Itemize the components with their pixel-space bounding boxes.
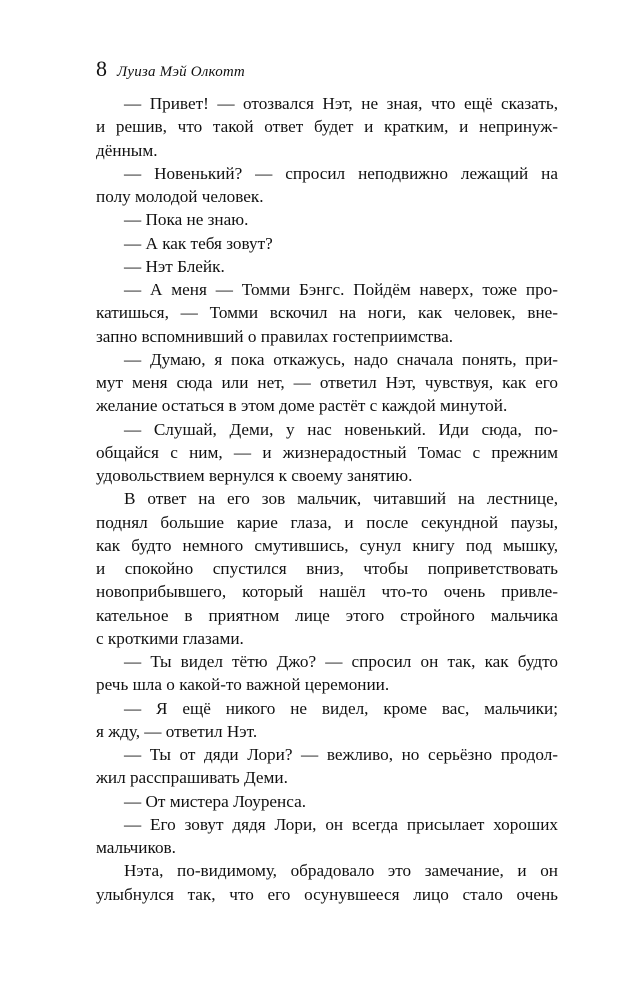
- text-line: В ответ на его зов мальчик, читавший на лестнице,: [124, 489, 558, 509]
- paragraph: [96, 697, 558, 744]
- text-line: новоприбывшего, который нашёл что-то очень привле-: [96, 582, 558, 602]
- book-page: [96, 58, 558, 906]
- paragraph: [96, 208, 558, 231]
- paragraph: [96, 743, 558, 790]
- author-name: Луиза Мэй Олкотт: [117, 64, 245, 80]
- text-line: — Его зовут дядя Лори, он всегда присылает хороших: [124, 814, 558, 834]
- body-text: [96, 92, 558, 906]
- paragraph: [96, 859, 558, 906]
- text-line: — А как тебя зовут?: [124, 233, 273, 253]
- paragraph: [96, 162, 558, 209]
- paragraph: [96, 813, 558, 860]
- text-line: поднял большие карие глаза, и после секундной паузы,: [96, 512, 558, 532]
- text-line: мальчиков.: [96, 838, 176, 857]
- text-line: я жду, — ответил Нэт.: [96, 721, 258, 741]
- paragraph: [96, 790, 558, 813]
- text-line: мут меня сюда или нет, — ответил Нэт, чувствуя, как его: [96, 373, 558, 392]
- text-line: — Слушай, Деми, у нас новенький. Иди сюда, по-: [124, 419, 558, 439]
- text-line: и спокойно спустился вниз, чтобы поприветствовать: [96, 559, 558, 578]
- text-line: — Пока не знаю.: [124, 210, 249, 230]
- text-line: — Новенький? — спросил неподвижно лежащий на: [124, 163, 558, 183]
- text-line: — Привет! — отозвался Нэт, не зная, что ещё сказать,: [124, 94, 558, 113]
- paragraph: [96, 487, 558, 650]
- paragraph: [96, 348, 558, 418]
- text-line: и решив, что такой ответ будет и кратким, и непринуж-: [96, 117, 558, 137]
- text-line: — Я ещё никого не видел, кроме вас, мальчики;: [124, 698, 558, 718]
- text-line: — Ты видел тётю Джо? — спросил он так, как будто: [124, 652, 558, 671]
- paragraph: [96, 92, 558, 162]
- text-line: катишься, — Томми вскочил на ноги, как человек, вне-: [96, 303, 558, 323]
- paragraph: [96, 418, 558, 488]
- text-line: улыбнулся так, что его осунувшееся лицо стало очень: [96, 884, 558, 904]
- text-line: — Ты от дяди Лори? — вежливо, но серьёзно продол-: [124, 745, 558, 764]
- text-line: жил расспрашивать Деми.: [96, 768, 288, 788]
- paragraph: [96, 255, 558, 278]
- paragraph: [96, 278, 558, 348]
- text-line: полу молодой человек.: [96, 187, 264, 206]
- text-line: общайся с ним, — и жизнерадостный Томас с прежним: [96, 442, 558, 462]
- text-line: дённым.: [96, 140, 158, 160]
- text-line: — Нэт Блейк.: [124, 256, 225, 276]
- text-line: желание остаться в этом доме растёт с каждой минутой.: [96, 396, 508, 416]
- text-line: как будто немного смутившись, сунул книгу под мышку,: [96, 535, 558, 555]
- text-line: запно вспомнивший о правилах гостеприимства.: [96, 326, 454, 346]
- text-line: речь шла о какой-то важной церемонии.: [96, 675, 390, 695]
- text-line: — Думаю, я пока откажусь, надо сначала понять, при-: [124, 349, 558, 369]
- page-number: 8: [96, 56, 107, 81]
- text-line: кательное в приятном лице этого стройного мальчика: [96, 605, 558, 625]
- running-head: [96, 58, 558, 88]
- text-line: Нэта, по-видимому, обрадовало это замечание, и он: [124, 861, 558, 881]
- text-line: — А меня — Томми Бэнгс. Пойдём наверх, тоже про-: [124, 280, 558, 299]
- paragraph: [96, 232, 558, 255]
- text-line: с кроткими глазами.: [96, 628, 244, 648]
- text-line: — От мистера Лоуренса.: [124, 791, 307, 811]
- text-line: удовольствием вернулся к своему занятию.: [96, 466, 413, 485]
- paragraph: [96, 650, 558, 697]
